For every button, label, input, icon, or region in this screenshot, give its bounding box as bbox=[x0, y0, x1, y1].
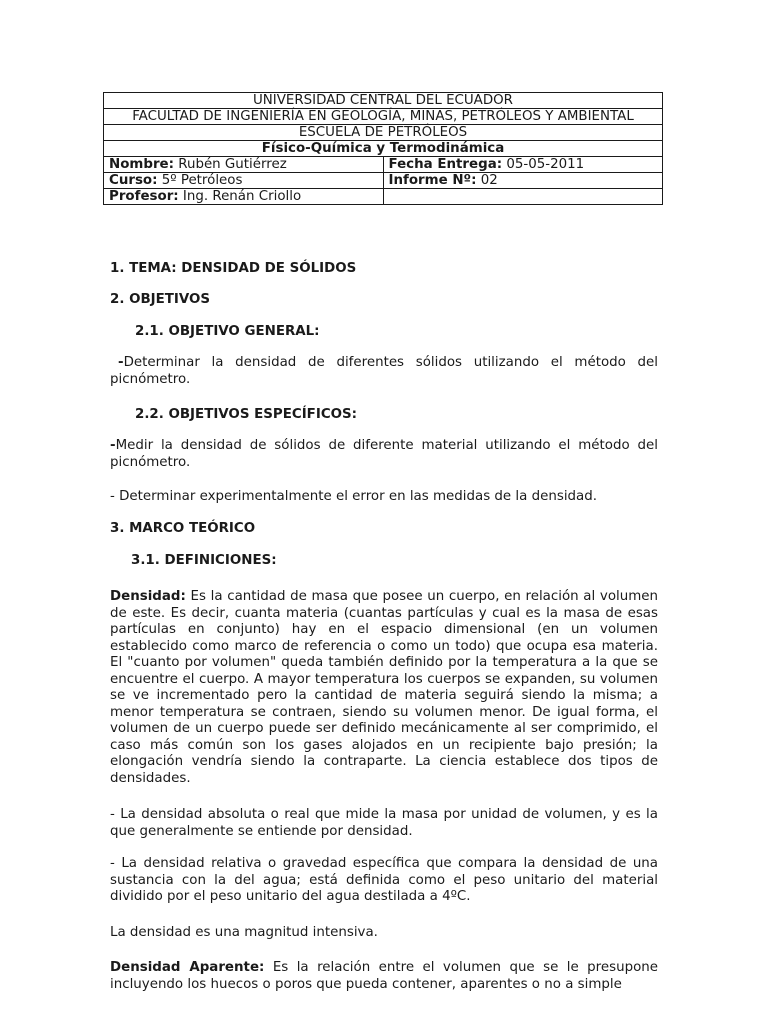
section-objetivos: 2. OBJETIVOS bbox=[110, 292, 211, 307]
densidad-relativa-paragraph: - La densidad relativa o gravedad específica que compara la densidad de una sustancia con la del agua; está definida como el peso unitario del material dividido por el peso unitario del agua destilada a 4ºC. bbox=[110, 856, 658, 904]
objetivo-general-paragraph bbox=[110, 355, 658, 388]
densidad-aparente-text: Es la relación entre el volumen que se le presupone incluyendo los huecos o poros que pueda contener, aparentes o no a simple bbox=[110, 960, 658, 992]
curso-value: 5º Petróleos bbox=[157, 173, 243, 188]
objetivo-especifico-1-text: Medir la densidad de sólidos de diferente material utilizando el método del picnómetro. bbox=[110, 438, 658, 470]
densidad-paragraph bbox=[110, 589, 658, 787]
university-name: UNIVERSIDAD CENTRAL DEL ECUADOR bbox=[104, 93, 663, 109]
densidad-text: Es la cantidad de masa que posee un cuerpo, en relación al volumen de este. Es decir, cuanta materia (cuantas partículas y cual es la masa de esas partículas en conjunto) hay en el espacio dimensional (en un volumen establecido como marco de referencia o como un todo) que ocupa esa materia. El "cuanto por volumen" queda también definido por la temperatura a la que se encuentre el cuerpo. A mayor temperatura los cuerpos se expanden, su volumen se ve incrementado pero la cantidad de materia seguirá siendo la misma; a menor temperatura se contraen, siendo su volumen menor. De igual forma, el volumen de un cuerpo puede ser definido mecánicamente al ser comprimido, el caso más común son los gases alojados en un recipiente bajo presión; la elongación vendría siendo la contraparte. La ciencia establece dos tipos de densidades. bbox=[110, 589, 658, 786]
densidad-aparente-term: Densidad Aparente: bbox=[110, 960, 265, 975]
section-tema: 1. TEMA: DENSIDAD DE SÓLIDOS bbox=[110, 261, 357, 276]
subject-name: Físico-Química y Termodinámica bbox=[104, 141, 663, 157]
informe-value: 02 bbox=[476, 173, 498, 188]
objetivo-general-text: Determinar la densidad de diferentes sólidos utilizando el método del picnómetro. bbox=[110, 355, 658, 387]
nombre-label: Nombre: bbox=[109, 157, 174, 172]
informe-label: Informe Nº: bbox=[388, 173, 477, 188]
objetivo-general-heading: 2.1. OBJETIVO GENERAL: bbox=[135, 324, 320, 339]
faculty-name: FACULTAD DE INGENIERÍA EN GEOLOGÍA, MINAS, PETRÓLEOS Y AMBIENTAL bbox=[104, 109, 663, 125]
profesor-cell bbox=[104, 189, 384, 205]
informe-cell bbox=[383, 173, 663, 189]
nombre-cell bbox=[104, 157, 384, 173]
objetivo-especifico-1 bbox=[110, 438, 658, 471]
fecha-value: 05-05-2011 bbox=[502, 157, 585, 172]
curso-cell bbox=[104, 173, 384, 189]
fecha-label: Fecha Entrega: bbox=[388, 157, 503, 172]
objetivo-general-dash: - bbox=[118, 355, 124, 370]
report-header-table bbox=[103, 92, 663, 205]
profesor-value: Ing. Renán Criollo bbox=[178, 189, 302, 204]
objetivo-especifico-1-dash: - bbox=[110, 438, 116, 453]
densidad-aparente-paragraph bbox=[110, 960, 658, 993]
densidad-absoluta-paragraph: - La densidad absoluta o real que mide la masa por unidad de volumen, y es la que generalmente se entiende por densidad. bbox=[110, 807, 658, 839]
empty-cell bbox=[383, 189, 663, 205]
section-marco-teorico: 3. MARCO TEÓRICO bbox=[110, 521, 256, 536]
fecha-cell bbox=[383, 157, 663, 173]
objetivos-especificos-heading: 2.2. OBJETIVOS ESPECÍFICOS: bbox=[135, 407, 358, 422]
objetivo-especifico-2: - Determinar experimentalmente el error en las medidas de la densidad. bbox=[110, 489, 597, 504]
densidad-term: Densidad: bbox=[110, 589, 186, 604]
nombre-value: Rubén Gutiérrez bbox=[174, 157, 287, 172]
profesor-label: Profesor: bbox=[109, 189, 179, 204]
magnitud-intensiva-paragraph: La densidad es una magnitud intensiva. bbox=[110, 925, 378, 940]
definiciones-heading: 3.1. DEFINICIONES: bbox=[131, 553, 277, 568]
school-name: ESCUELA DE PETRÓLEOS bbox=[104, 125, 663, 141]
curso-label: Curso: bbox=[109, 173, 158, 188]
